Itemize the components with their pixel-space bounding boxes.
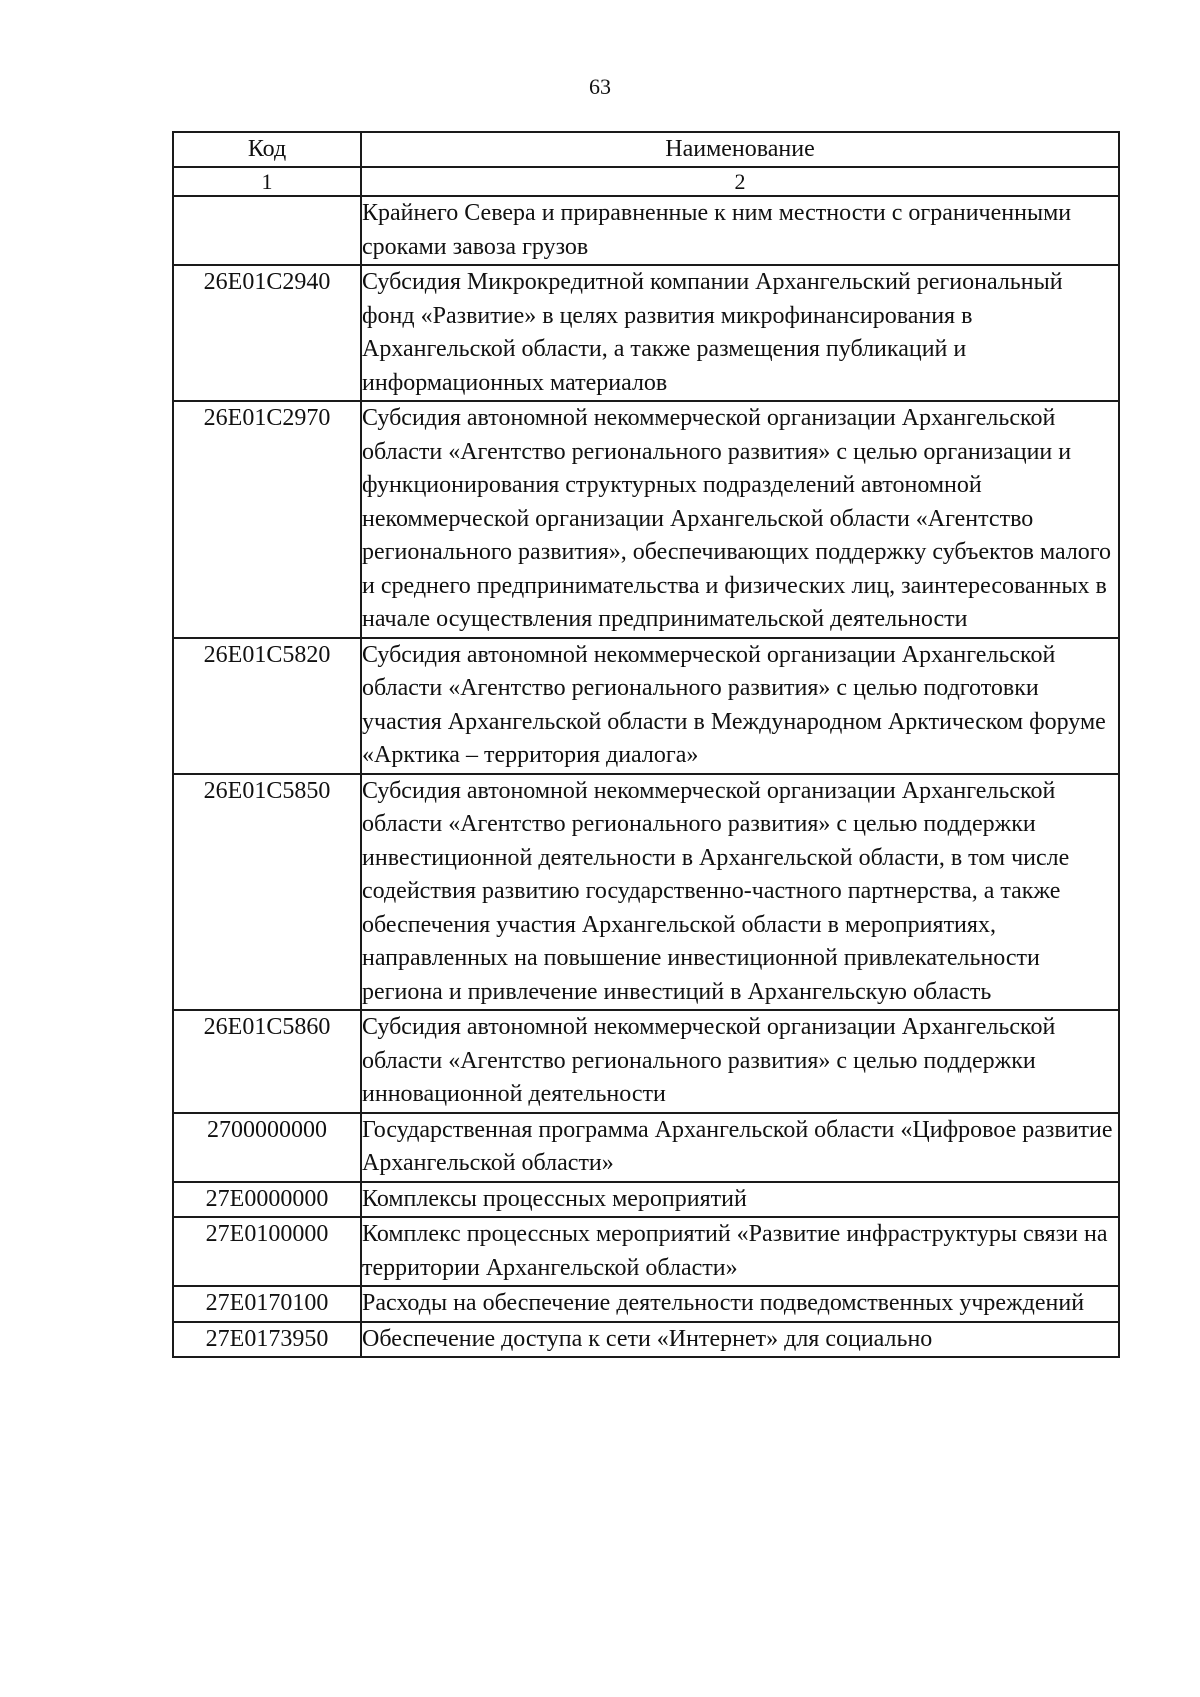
row-code — [173, 196, 361, 265]
row-code: 26Е01С5860 — [173, 1010, 361, 1113]
row-name: Обеспечение доступа к сети «Интернет» для социально — [361, 1322, 1119, 1358]
row-code: 2700000000 — [173, 1113, 361, 1182]
column-number-code: 1 — [173, 167, 361, 196]
table-row — [173, 1322, 1119, 1358]
row-code: 26Е01С5850 — [173, 774, 361, 1011]
row-name: Субсидия Микрокредитной компании Архангельский региональный фонд «Развитие» в целях развития микрофинансирования в Архангельской области, а также размещения публикаций и информационных материалов — [361, 265, 1119, 401]
row-name: Субсидия автономной некоммерческой организации Архангельской области «Агентство регионального развития» с целью поддержки инвестиционной деятельности в Архангельской области, в том числе содействия развитию государственно-частного партнерства, а также обеспечения участия Архангельской области в мероприятиях, направленных на повышение инвестиционной привлекательности региона и привлечение инвестиций в Архангельскую область — [361, 774, 1119, 1011]
row-name: Субсидия автономной некоммерческой организации Архангельской области «Агентство регионального развития» с целью подготовки участия Архангельской области в Международном Арктическом форуме «Арктика – территория диалога» — [361, 638, 1119, 774]
table-row — [173, 196, 1119, 265]
row-code: 26Е01С2970 — [173, 401, 361, 638]
row-code: 26Е01С2940 — [173, 265, 361, 401]
table-row — [173, 1217, 1119, 1286]
page-number: 63 — [589, 74, 611, 99]
code-table — [172, 131, 1120, 1358]
table-header-row — [173, 132, 1119, 167]
row-name: Крайнего Севера и приравненные к ним местности с ограниченными сроками завоза грузов — [361, 196, 1119, 265]
row-code: 27Е0170100 — [173, 1286, 361, 1322]
table-row — [173, 401, 1119, 638]
row-code: 26Е01С5820 — [173, 638, 361, 774]
header-name: Наименование — [361, 132, 1119, 167]
table-row — [173, 1113, 1119, 1182]
row-code: 27Е0000000 — [173, 1182, 361, 1218]
header-code: Код — [173, 132, 361, 167]
row-code: 27Е0100000 — [173, 1217, 361, 1286]
table-row — [173, 638, 1119, 774]
table-row — [173, 774, 1119, 1011]
row-name: Комплекс процессных мероприятий «Развитие инфраструктуры связи на территории Архангельской области» — [361, 1217, 1119, 1286]
row-name: Субсидия автономной некоммерческой организации Архангельской области «Агентство регионального развития» с целью поддержки инновационной деятельности — [361, 1010, 1119, 1113]
row-code: 27Е0173950 — [173, 1322, 361, 1358]
row-name: Государственная программа Архангельской области «Цифровое развитие Архангельской области» — [361, 1113, 1119, 1182]
column-number-name: 2 — [361, 167, 1119, 196]
row-name: Субсидия автономной некоммерческой организации Архангельской области «Агентство регионального развития» с целью организации и функционирования структурных подразделений автономной некоммерческой организации Архангельской области «Агентство регионального развития», обеспечивающих поддержку субъектов малого и среднего предпринимательства и физических лиц, заинтересованных в начале осуществления предпринимательской деятельности — [361, 401, 1119, 638]
table-row — [173, 265, 1119, 401]
row-name: Расходы на обеспечение деятельности подведомственных учреждений — [361, 1286, 1119, 1322]
table-row — [173, 1286, 1119, 1322]
table-row — [173, 1010, 1119, 1113]
column-number-row — [173, 167, 1119, 196]
row-name: Комплексы процессных мероприятий — [361, 1182, 1119, 1218]
table-row — [173, 1182, 1119, 1218]
